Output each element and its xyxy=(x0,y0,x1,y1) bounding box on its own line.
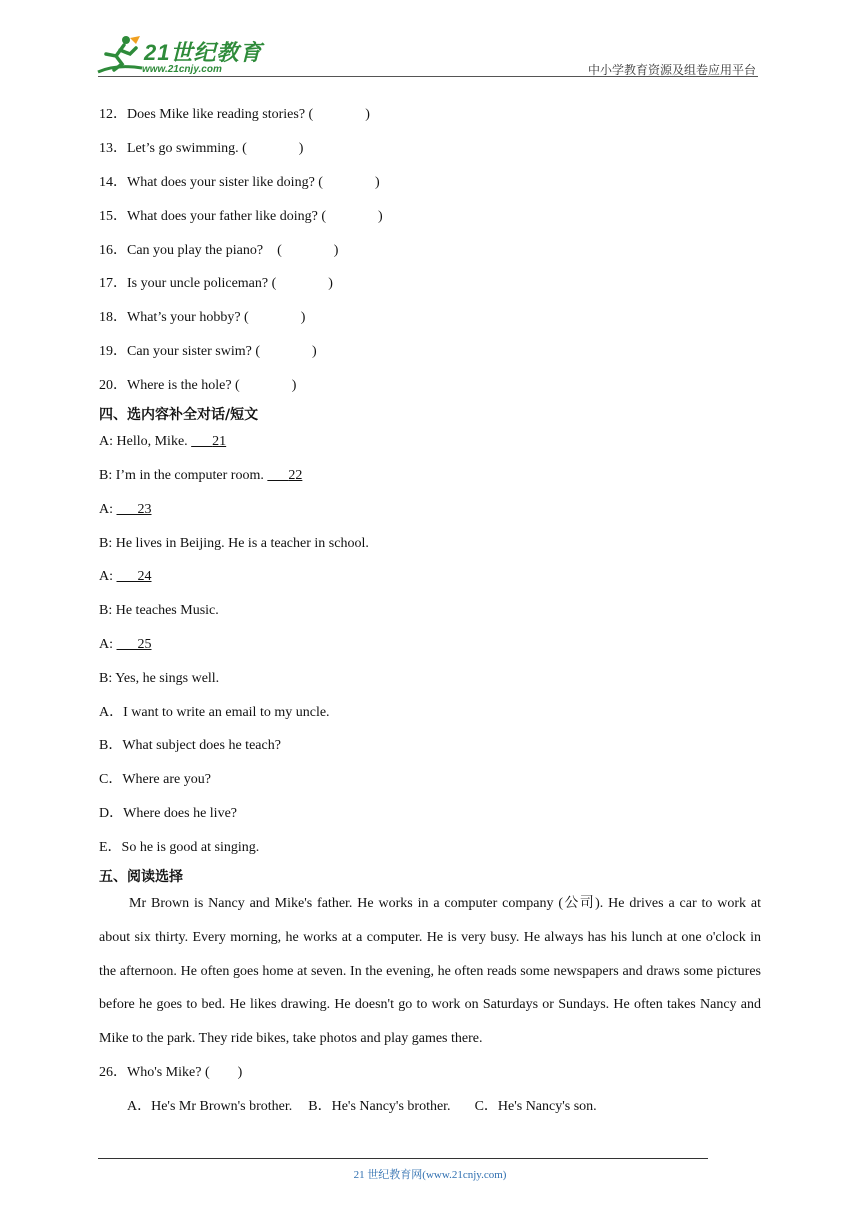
footer-divider xyxy=(98,1158,708,1159)
dialog-line-3: A: 23 xyxy=(99,502,152,517)
header-divider xyxy=(98,76,758,77)
dialog-line-7: A: 25 xyxy=(99,637,152,652)
option-c: C．Where are you? xyxy=(99,772,211,787)
option-e: E．So he is good at singing. xyxy=(99,840,260,855)
logo-url: www.21cnjy.com xyxy=(142,64,222,75)
section-4-title: 四、选内容补全对话/短文 xyxy=(99,407,259,423)
option-d: D．Where does he live? xyxy=(99,806,237,821)
platform-label: 中小学教育资源及组卷应用平台 xyxy=(587,63,756,77)
question-19: 19．Can your sister swim? ( ) xyxy=(99,344,317,359)
question-26: 26．Who's Mike? ( ) xyxy=(99,1065,243,1080)
dialog-line-4: B: He lives in Beijing. He is a teacher in school. xyxy=(99,536,369,551)
question-16: 16．Can you play the piano? ( ) xyxy=(99,243,339,258)
dialog-line-8: B: Yes, he sings well. xyxy=(99,671,220,686)
page-header xyxy=(0,0,860,90)
q26-option-a: A．He's Mr Brown's brother. xyxy=(127,1099,293,1114)
question-17: 17．Is your uncle policeman? ( ) xyxy=(99,276,333,291)
option-a: A．I want to write an email to my uncle. xyxy=(99,705,330,720)
reading-passage: Mr Brown is Nancy and Mike's father. He works in a computer company (公司). He drives a car to work at about six thirty. Every morning, he works at a computer. He is very busy. He always has his lunch at one o'clock in the afternoon. He often goes home at seven. In the evening, he often reads some newspapers and draws some pictures before he goes to bed. He likes drawing. He doesn't go to work on Saturdays or Sundays. He often takes Nancy and Mike to the park. They ride bikes, take photos and play games there. xyxy=(99,896,761,1047)
question-18: 18．What’s your hobby? ( ) xyxy=(99,310,306,325)
question-15: 15．What does your father like doing? ( ) xyxy=(99,209,383,224)
question-13: 13．Let’s go swimming. ( ) xyxy=(99,141,304,156)
q26-option-c: C．He's Nancy's son. xyxy=(474,1099,597,1114)
option-b: B．What subject does he teach? xyxy=(99,738,281,753)
dialog-line-2: B: I’m in the computer room. 22 xyxy=(99,468,303,483)
footer-text: 21 世纪教育网(www.21cnjy.com) xyxy=(353,1169,507,1181)
question-26-options xyxy=(127,1098,597,1116)
question-20: 20．Where is the hole? ( ) xyxy=(99,378,297,393)
dialog-line-5: A: 24 xyxy=(99,569,152,584)
logo xyxy=(96,34,266,78)
question-12: 12．Does Mike like reading stories? ( ) xyxy=(99,107,370,122)
logo-text: 21世纪教育 xyxy=(144,40,263,65)
q26-option-b: B．He's Nancy's brother. xyxy=(308,1099,451,1114)
section-5-title: 五、阅读选择 xyxy=(99,869,183,885)
runner-logo-icon xyxy=(96,34,144,76)
dialog-line-6: B: He teaches Music. xyxy=(99,603,219,618)
dialog-line-1: A: Hello, Mike. 21 xyxy=(99,434,227,449)
question-14: 14．What does your sister like doing? ( ) xyxy=(99,175,380,190)
